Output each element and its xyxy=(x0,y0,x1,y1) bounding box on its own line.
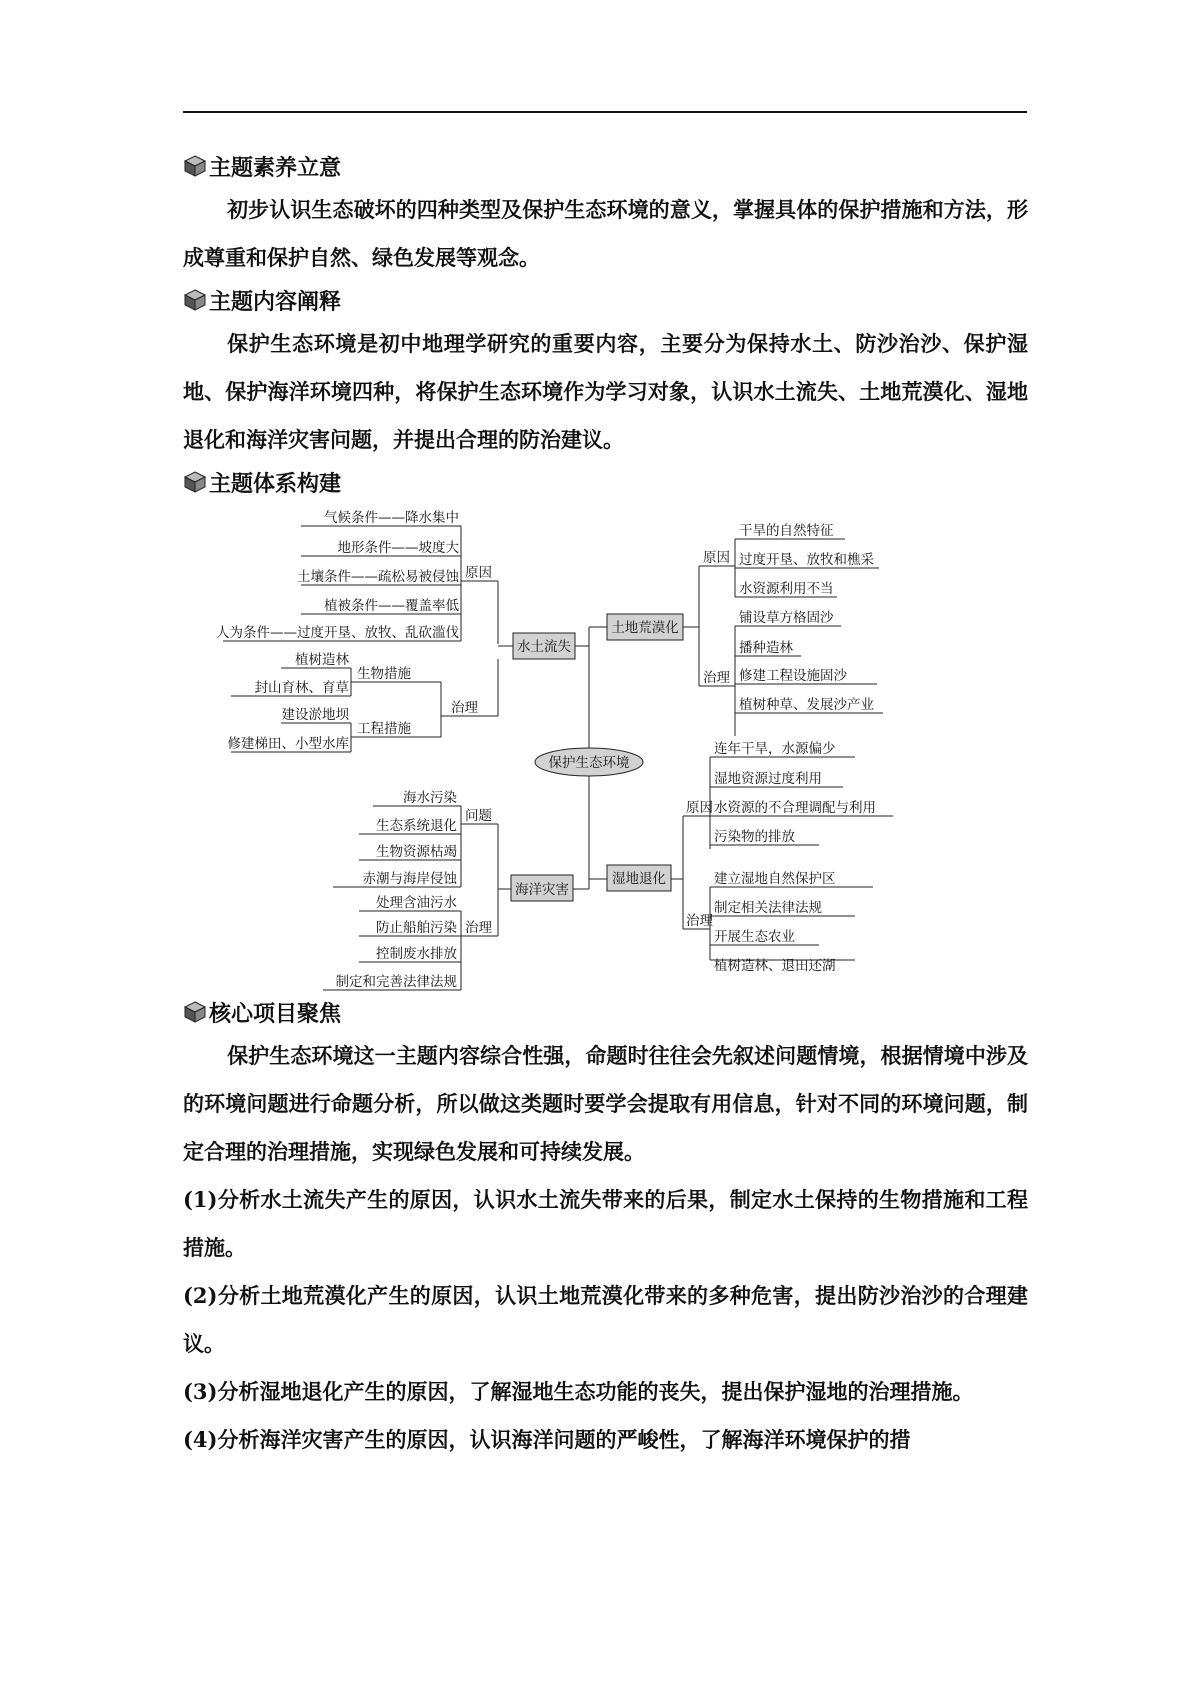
marine-treat-item: 防止船舶污染 xyxy=(376,920,457,936)
soil-cause-item: 土壤条件——疏松易被侵蚀 xyxy=(297,569,459,585)
list-item: (4)分析海洋灾害产生的原因，认识海洋问题的严峻性，了解海洋环境保护的措 xyxy=(183,1427,911,1452)
cube-icon xyxy=(183,470,207,494)
wetland-cause-label: 原因 xyxy=(686,800,713,816)
desert-cause-label: 原因 xyxy=(703,550,730,566)
page-content xyxy=(183,148,1028,1464)
list-item: (3)分析湿地退化产生的原因，了解湿地生态功能的丧失，提出保护湿地的治理措施。 xyxy=(183,1379,974,1404)
section-heading-text: 主题体系构建 xyxy=(209,471,342,497)
desert-cause-item: 干旱的自然特征 xyxy=(739,523,834,539)
section-heading-text: 核心项目聚焦 xyxy=(209,1001,342,1027)
soil-bio-label: 生物措施 xyxy=(357,666,411,682)
section-heading-text: 主题内容阐释 xyxy=(209,289,342,315)
marine-problem-item: 赤潮与海岸侵蚀 xyxy=(362,871,457,887)
soil-erosion-label: 水土流失 xyxy=(517,639,571,655)
mind-map-diagram xyxy=(183,504,1028,994)
marine-treat-item: 制定和完善法律法规 xyxy=(335,974,457,990)
soil-cause-label: 原因 xyxy=(465,565,492,581)
soil-cause-item: 地形条件——坡度大 xyxy=(337,540,459,556)
desert-label: 土地荒漠化 xyxy=(611,620,679,636)
wetland-cause-item: 湿地资源过度利用 xyxy=(714,771,822,787)
section-heading xyxy=(183,282,1028,318)
section-paragraph: 保护生态环境这一主题内容综合性强，命题时往往会先叙述问题情境，根据情境中涉及的环境问题进行命题分析，所以做这类题时要学会提取有用信息，针对不同的环境问题，制定合理的治理措施，实现绿色发展和可持续发展。 xyxy=(183,1043,1028,1164)
soil-cause-item: 植被条件——覆盖率低 xyxy=(324,598,459,614)
soil-eng-item: 建设淤地坝 xyxy=(281,707,349,723)
cube-icon xyxy=(183,154,207,178)
section-heading xyxy=(183,148,1028,184)
marine-problem-item: 生态系统退化 xyxy=(376,818,457,834)
marine-treat-item: 处理含油污水 xyxy=(376,895,457,911)
wetland-cause-item: 连年干旱，水源偏少 xyxy=(714,741,836,757)
soil-bio-item: 植树造林 xyxy=(295,652,349,668)
wetland-treat-item: 制定相关法律法规 xyxy=(714,900,822,916)
list-item: (1)分析水土流失产生的原因，认识水土流失带来的后果，制定水土保持的生物措施和工程措施。 xyxy=(183,1187,1028,1260)
top-rule xyxy=(183,111,1027,113)
wetland-treat-item: 建立湿地自然保护区 xyxy=(714,871,836,887)
desert-cause-item: 过度开垦、放牧和樵采 xyxy=(739,552,874,568)
desert-treat-item: 铺设草方格固沙 xyxy=(739,610,834,626)
section-paragraph: 保护生态环境是初中地理学研究的重要内容，主要分为保持水土、防沙治沙、保护湿地、保护海洋环境四种，将保护生态环境作为学习对象，认识水土流失、土地荒漠化、湿地退化和海洋灾害问题，并提出合理的防治建议。 xyxy=(183,331,1028,452)
mind-map xyxy=(183,504,1028,994)
soil-eng-item: 修建梯田、小型水库 xyxy=(227,736,349,752)
desert-treat-item: 播种造林 xyxy=(739,640,793,656)
soil-bio-item: 封山育林、育草 xyxy=(254,680,349,696)
desert-treat-item: 植树种草、发展沙产业 xyxy=(739,697,874,713)
soil-eng-label: 工程措施 xyxy=(357,721,411,737)
wetland-treat-item: 植树造林、退田还湖 xyxy=(714,958,836,974)
wetland-cause-item: 污染物的排放 xyxy=(714,829,795,845)
cube-icon xyxy=(183,1000,207,1024)
marine-problem-label: 问题 xyxy=(465,808,492,824)
wetland-treat-item: 开展生态农业 xyxy=(714,929,795,945)
list-item: (2)分析土地荒漠化产生的原因，认识土地荒漠化带来的多种危害，提出防沙治沙的合理建议。 xyxy=(183,1283,1028,1356)
marine-problem-item: 生物资源枯竭 xyxy=(376,844,457,860)
cube-icon xyxy=(183,288,207,312)
soil-cause-item: 人为条件——过度开垦、放牧、乱砍滥伐 xyxy=(216,625,459,641)
section-heading-text: 主题素养立意 xyxy=(209,155,342,181)
desert-cause-item: 水资源利用不当 xyxy=(739,581,834,597)
marine-label: 海洋灾害 xyxy=(515,882,569,898)
marine-treat-label: 治理 xyxy=(465,920,492,936)
soil-cause-item: 气候条件——降水集中 xyxy=(324,510,459,526)
section-heading xyxy=(183,994,1028,1030)
wetland-treat-label: 治理 xyxy=(686,913,713,929)
marine-problem-item: 海水污染 xyxy=(403,790,457,806)
section-heading xyxy=(183,464,1028,500)
desert-treat-item: 修建工程设施固沙 xyxy=(739,668,847,684)
section-paragraph: 初步认识生态破坏的四种类型及保护生态环境的意义，掌握具体的保护措施和方法，形成尊重和保护自然、绿色发展等观念。 xyxy=(183,197,1028,270)
wetland-cause-item: 水资源的不合理调配与利用 xyxy=(714,800,876,816)
wetland-label: 湿地退化 xyxy=(612,871,666,887)
marine-treat-item: 控制废水排放 xyxy=(376,946,457,962)
soil-treat-label: 治理 xyxy=(451,700,478,716)
center-label: 保护生态环境 xyxy=(548,755,630,771)
desert-treat-label: 治理 xyxy=(703,670,730,686)
